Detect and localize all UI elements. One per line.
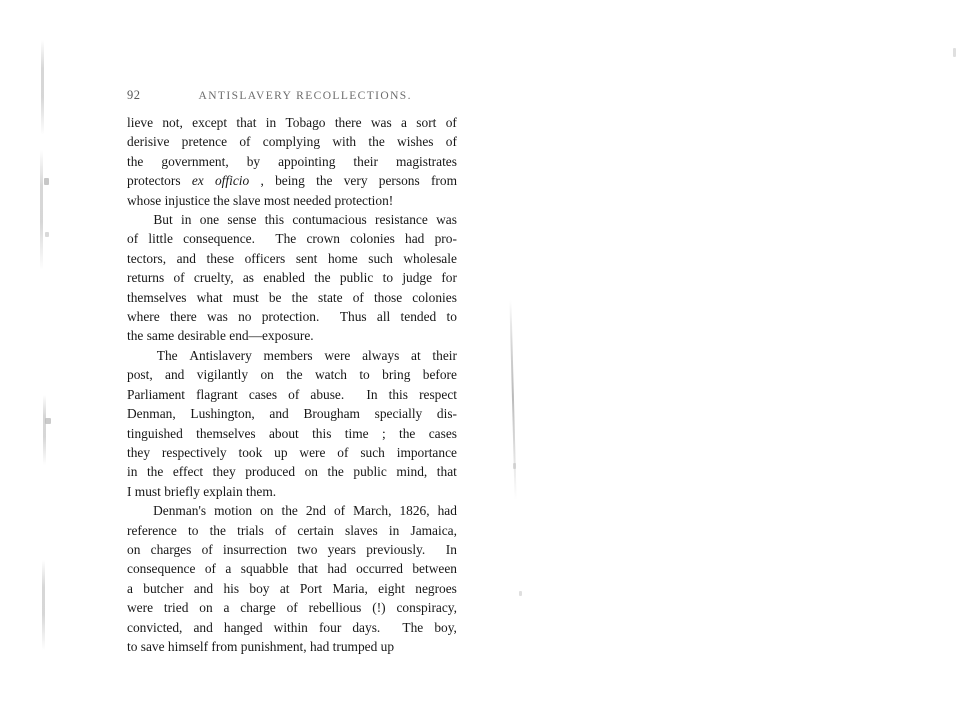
word: derisive [127, 134, 170, 150]
word: previously. [366, 541, 426, 557]
text-line [127, 521, 457, 540]
text-line [127, 598, 457, 617]
text-line [127, 462, 457, 481]
word: resistance [375, 212, 428, 228]
margin-speckle [519, 591, 522, 596]
word: boy [249, 580, 270, 596]
word: of [173, 270, 185, 286]
word: as [242, 270, 254, 286]
word: they [212, 464, 236, 480]
word: (!) [372, 600, 386, 616]
word: their [353, 153, 378, 169]
word: state [318, 289, 343, 305]
word: all [376, 309, 391, 325]
word: The [402, 619, 424, 635]
text-line [127, 443, 457, 462]
word: in [265, 115, 277, 130]
text-line [127, 424, 457, 443]
word: themselves [196, 425, 256, 441]
word: cruelty, [193, 270, 234, 286]
word: in [388, 522, 400, 538]
word: butcher [143, 580, 184, 596]
word: officio [214, 173, 250, 189]
word: were [127, 600, 154, 616]
word: protectors [127, 173, 181, 189]
word: Port [299, 580, 323, 596]
text-line [127, 540, 457, 559]
word: hanged [223, 619, 263, 635]
word: of [275, 522, 287, 538]
word: that [297, 561, 318, 577]
margin-speckle [953, 48, 956, 57]
word: in [127, 464, 138, 480]
text-line [127, 307, 457, 326]
word: crown [306, 231, 340, 247]
word: members [263, 347, 313, 363]
word: specially [374, 406, 423, 422]
word: complying [262, 134, 321, 150]
word: of [333, 503, 346, 519]
text-line [127, 210, 457, 229]
word: that [236, 115, 257, 130]
word: tended [400, 309, 437, 325]
word: the [314, 270, 331, 286]
word: days. [352, 619, 381, 635]
text-line [127, 229, 457, 248]
word: public [353, 464, 387, 480]
word: 2nd [305, 503, 326, 519]
word: In [445, 541, 457, 557]
word: wholesale [403, 250, 457, 266]
word: such [360, 444, 385, 460]
italic-phrase: ex [191, 173, 204, 189]
text-line [127, 132, 457, 151]
word: of [288, 386, 300, 402]
left-page-text-column [127, 113, 457, 656]
text-line [127, 288, 457, 307]
paragraph [127, 501, 457, 656]
word: where [127, 309, 160, 325]
word: two [297, 541, 318, 557]
left-page-header-title: ANTISLAVERY RECOLLECTIONS. [198, 90, 412, 102]
text-line [127, 579, 457, 598]
word: eight [378, 580, 405, 596]
word: they [127, 444, 151, 460]
margin-speckle [43, 395, 46, 465]
word: sent [295, 250, 318, 266]
word: consequence. [183, 231, 255, 247]
word: the [281, 503, 298, 519]
word: insurrection [223, 541, 288, 557]
word: trials [237, 522, 264, 538]
word: the [368, 134, 385, 150]
paragraph [127, 113, 457, 210]
word: Thus [339, 309, 367, 325]
word: must [232, 289, 259, 305]
word: returns [127, 270, 165, 286]
word: Denman, [127, 406, 176, 422]
word: the [327, 464, 344, 480]
word: motion [214, 503, 253, 519]
word: Brougham [303, 406, 360, 422]
left-page-running-head [127, 88, 457, 103]
word: in [181, 212, 192, 228]
word: of [127, 231, 139, 247]
word: of [201, 541, 213, 557]
word: to [382, 270, 394, 286]
word: Antislavery [189, 347, 252, 363]
word: The [275, 231, 297, 247]
word: pretence [181, 134, 228, 150]
word: to [187, 522, 199, 538]
text-line [127, 152, 457, 171]
paragraph-indent [127, 501, 145, 520]
word: occurred [356, 561, 403, 577]
word: 1826, [399, 503, 430, 519]
word: those [373, 289, 403, 305]
word: always [362, 347, 400, 363]
word: that [436, 464, 457, 480]
word: for [441, 270, 457, 286]
margin-speckle [41, 40, 44, 135]
word: not, [162, 115, 183, 130]
word: this [388, 386, 408, 402]
word: Denman's [153, 503, 207, 519]
word: home [327, 250, 358, 266]
word: of [445, 134, 457, 150]
word: Tobago [285, 115, 326, 130]
word: were [299, 444, 326, 460]
word: cases [248, 386, 278, 402]
word: a [225, 561, 232, 577]
word: at [279, 580, 290, 596]
word: on [260, 367, 274, 383]
word: his [223, 580, 240, 596]
word: conspiracy, [396, 600, 457, 616]
word: on [127, 541, 141, 557]
margin-speckle [42, 560, 45, 650]
word: had [405, 231, 425, 247]
word: bring [382, 367, 411, 383]
word: one [199, 212, 220, 228]
word: and [176, 250, 196, 266]
word: the [209, 522, 226, 538]
text-line [127, 249, 457, 268]
word: consequence [127, 561, 196, 577]
word: themselves [127, 289, 187, 305]
word: convicted, [127, 619, 183, 635]
word: had [437, 503, 457, 519]
word: enabled [263, 270, 305, 286]
word: was [436, 212, 457, 228]
text-line: whose injustice the slave most needed protection! [127, 192, 394, 208]
word: watch [314, 367, 347, 383]
word: respect [419, 386, 457, 402]
paragraph-indent [127, 210, 145, 229]
word: these [206, 250, 235, 266]
margin-speckle [45, 232, 49, 237]
word: tinguished [127, 425, 183, 441]
margin-speckle [45, 418, 51, 424]
word: within [273, 619, 308, 635]
word: took [238, 444, 263, 460]
word: time [344, 425, 369, 441]
word: the [316, 173, 333, 189]
paragraph-indent [127, 346, 145, 365]
text-line [127, 618, 457, 637]
word: cases [428, 425, 457, 441]
paragraph [127, 210, 457, 346]
word: officers [244, 250, 286, 266]
word: Lushington, [190, 406, 255, 422]
word: colonies [412, 289, 457, 305]
right-page [477, 0, 980, 705]
word: on [304, 464, 318, 480]
word: colonies [350, 231, 395, 247]
word: March, [353, 503, 392, 519]
word: there [169, 309, 197, 325]
text-line [127, 346, 457, 365]
word: very [343, 173, 368, 189]
word: and [193, 580, 214, 596]
word: charge [240, 600, 276, 616]
word: certain [297, 522, 334, 538]
word: Jamaica, [410, 522, 457, 538]
word: dis- [436, 406, 457, 422]
word: lieve [127, 115, 154, 130]
word: except [192, 115, 228, 130]
word: their [432, 347, 457, 363]
word: no [238, 309, 252, 325]
margin-speckle [513, 463, 516, 469]
word: little [148, 231, 173, 247]
word: Parliament [127, 386, 186, 402]
word: was [370, 115, 392, 130]
word: The [156, 347, 178, 363]
word: up [274, 444, 288, 460]
word: post, [127, 367, 153, 383]
word: charges [150, 541, 192, 557]
text-line [127, 113, 457, 132]
word: respectively [161, 444, 227, 460]
word: this [312, 425, 332, 441]
word: appointing [278, 153, 336, 169]
word: with [332, 134, 357, 150]
word: tectors, [127, 250, 167, 266]
word: rebellious [308, 600, 362, 616]
word: and [193, 619, 213, 635]
word: effect [172, 464, 204, 480]
word: a [223, 600, 230, 616]
word: boy, [434, 619, 457, 635]
word: magistrates [395, 153, 457, 169]
text-line: I must briefly explain them. [127, 483, 277, 499]
word: protection. [261, 309, 320, 325]
word: In [366, 386, 378, 402]
text-line [127, 268, 457, 287]
left-page-folio: 92 [127, 88, 141, 102]
word [192, 171, 204, 190]
word: judge [402, 270, 433, 286]
word: public [339, 270, 374, 286]
word: years [327, 541, 356, 557]
word: four [318, 619, 342, 635]
word: reference [127, 522, 177, 538]
word: importance [396, 444, 457, 460]
word: about [268, 425, 299, 441]
paragraph [127, 346, 457, 501]
word: by [246, 153, 261, 169]
margin-speckle [44, 178, 49, 185]
word: the [399, 425, 416, 441]
word: sort [416, 115, 437, 130]
word: to [359, 367, 370, 383]
text-line: the same desirable end—exposure. [127, 328, 314, 344]
word: negroes [415, 580, 457, 596]
word: tried [163, 600, 189, 616]
text-line [127, 365, 457, 384]
word: there [334, 115, 362, 130]
word: government, [161, 153, 229, 169]
word: vigilantly [196, 367, 249, 383]
word: at [411, 347, 421, 363]
word: squabble [240, 561, 289, 577]
word: the [291, 289, 308, 305]
word: were [324, 347, 351, 363]
text-line: protectors ex officio , being the very persons from [127, 171, 457, 190]
word: before [422, 367, 457, 383]
word: wishes [397, 134, 434, 150]
word: ; [381, 425, 386, 441]
word: and [269, 406, 289, 422]
word: on [199, 600, 213, 616]
word: had [327, 561, 347, 577]
word: such [368, 250, 393, 266]
word: of [337, 444, 349, 460]
word: of [352, 289, 364, 305]
word: flagrant [196, 386, 238, 402]
word: to [446, 309, 457, 325]
word: from [430, 173, 457, 189]
margin-speckle [40, 150, 43, 270]
word: between [412, 561, 457, 577]
text-line [127, 404, 457, 423]
word: produced [245, 464, 296, 480]
word: of [286, 600, 298, 616]
word: slaves [344, 522, 378, 538]
word: be [268, 289, 282, 305]
word: contumacious [292, 212, 367, 228]
word: of [239, 134, 251, 150]
word: on [260, 503, 274, 519]
word: mind, [396, 464, 428, 480]
text-line: to save himself from punishment, had trumped up [127, 638, 395, 654]
text-line [127, 385, 457, 404]
word: the [286, 367, 303, 383]
word: the [146, 464, 164, 480]
text-line [127, 501, 457, 520]
italic-phrase [215, 171, 249, 190]
word: But [153, 212, 173, 228]
word: of [204, 561, 216, 577]
word: and [165, 367, 185, 383]
word: of [445, 115, 457, 130]
word: sense [227, 212, 257, 228]
word: being [275, 173, 305, 189]
word: was [206, 309, 228, 325]
word: a [401, 115, 407, 130]
word: Maria, [332, 580, 368, 596]
word: this [264, 212, 285, 228]
word: the [127, 153, 144, 169]
word: abuse. [310, 386, 345, 402]
word: pro- [434, 231, 457, 247]
word: a [127, 580, 133, 596]
text-line [127, 559, 457, 578]
word: persons [378, 173, 420, 189]
word: what [196, 289, 223, 305]
